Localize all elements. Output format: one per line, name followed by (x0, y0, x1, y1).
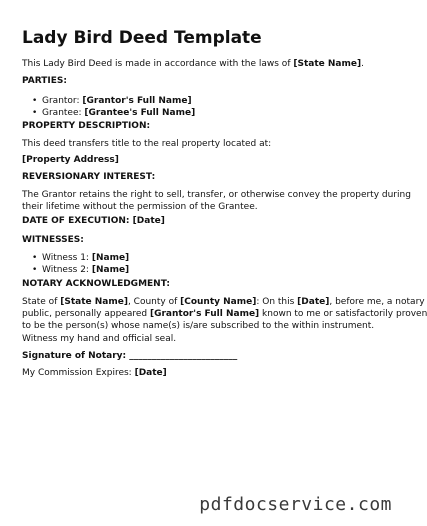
commission-date-placeholder: [Date] (134, 368, 167, 378)
reversionary-line: their lifetime without the permission of the Grantee. (22, 202, 258, 212)
execution-heading: DATE OF EXECUTION: (22, 216, 133, 226)
parties-heading: PARTIES: (22, 76, 67, 86)
notary-line (22, 308, 427, 320)
notary-state-placeholder: [State Name] (60, 297, 128, 307)
notary-text: , County of (127, 297, 181, 307)
notary-witness-text: Witness my hand and official seal. (22, 334, 177, 344)
watermark-logo: pdfdocservice.com (199, 494, 392, 515)
witnesses-list (22, 252, 390, 276)
notary-text: public, personally appeared (22, 309, 150, 319)
list-item (22, 107, 390, 119)
list-item (22, 95, 390, 107)
reversionary-line: The Grantor retains the right to sell, transfer, or otherwise convey the property during (22, 190, 411, 200)
notary-heading: NOTARY ACKNOWLEDGMENT: (22, 279, 170, 289)
notary-date-placeholder: [Date] (297, 297, 330, 307)
signature-blank: ________________________ (129, 351, 238, 361)
reversionary-heading: REVERSIONARY INTEREST: (22, 172, 156, 182)
property-heading: PROPERTY DESCRIPTION: (22, 121, 151, 131)
parties-list (22, 95, 390, 119)
notary-text: , before me, a notary (329, 297, 425, 307)
notary-paragraph (22, 296, 427, 332)
witness2-placeholder: [Name] (91, 265, 130, 275)
page-title: Lady Bird Deed Template (22, 28, 262, 48)
grantee-label: Grantee: (42, 108, 85, 118)
notary-line (22, 296, 425, 308)
intro-paragraph (22, 58, 390, 70)
list-item (22, 252, 390, 264)
notary-text: State of (22, 297, 61, 307)
list-item (22, 264, 390, 276)
signature-label: Signature of Notary: (22, 351, 130, 361)
parties-list-container (22, 95, 390, 119)
notary-text: : On this (256, 297, 298, 307)
grantor-label: Grantor: (42, 96, 83, 106)
property-text: This deed transfers title to the real property located at: (22, 139, 272, 149)
witness2-label: Witness 2: (42, 265, 92, 275)
property-address-placeholder: [Property Address] (22, 155, 119, 165)
grantor-placeholder: [Grantor's Full Name] (82, 96, 192, 106)
grantee-placeholder: [Grantee's Full Name] (84, 108, 196, 118)
execution-date-placeholder: [Date] (132, 216, 165, 226)
commission-label: My Commission Expires: (22, 368, 135, 378)
notary-signature-line (22, 350, 390, 362)
notary-text: known to me or satisfactorily proven (259, 309, 427, 319)
execution-line (22, 215, 390, 227)
notary-grantor-placeholder: [Grantor's Full Name] (149, 309, 260, 319)
commission-line (22, 367, 390, 379)
intro-state-placeholder: [State Name] (293, 59, 362, 69)
witnesses-list-container (22, 252, 390, 276)
reversionary-paragraph (22, 189, 411, 213)
intro-text: This Lady Bird Deed is made in accordance with the laws of (22, 59, 294, 69)
witness1-placeholder: [Name] (91, 253, 130, 263)
witness1-label: Witness 1: (42, 253, 92, 263)
notary-line: to be the person(s) whose name(s) is/are subscribed to the within instrument. (22, 321, 375, 331)
witnesses-heading: WITNESSES: (22, 235, 84, 245)
intro-suffix: . (361, 59, 364, 69)
notary-county-placeholder: [County Name] (180, 297, 257, 307)
